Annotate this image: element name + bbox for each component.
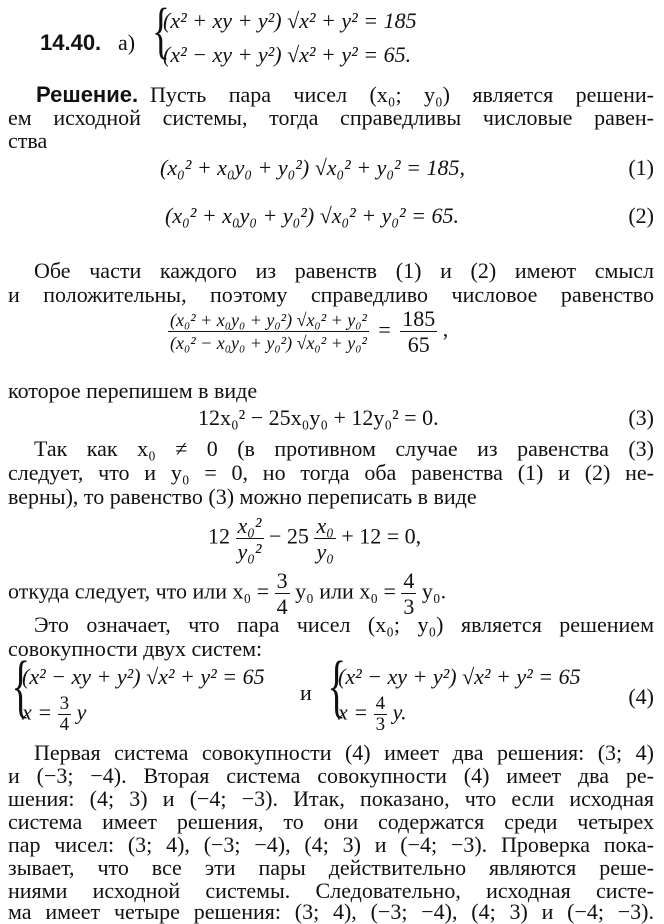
paragraph-line: ма имеет четыре решения: (3; 4), (−3; −4), (4; 3) и (−4; −3). — [8, 899, 654, 924]
text-segment: y — [76, 699, 87, 725]
paragraph-line: ем исходной системы, тогда справедливы числовые равен- — [8, 105, 654, 130]
system-brace: { — [151, 0, 170, 65]
system-2-equation: (x² − xy + y²) √x² + y² = 65 — [338, 664, 581, 689]
fraction-denominator: 4 — [59, 714, 70, 735]
text-segment: откуда следует, что или x₀ = — [8, 578, 270, 604]
fraction-denominator: y₀² — [237, 539, 262, 564]
equation-3: 12x₀² − 25x₀y₀ + 12y₀² = 0. — [198, 405, 439, 430]
problem-number: 14.40. — [40, 30, 102, 55]
equals-sign: = — [378, 316, 391, 342]
fraction-numerator: 4 — [403, 568, 415, 593]
ratio-rhs-numerator: 185 — [402, 306, 436, 331]
equation-ratio-form — [208, 513, 421, 564]
equation-2-number: (2) — [628, 203, 654, 228]
paragraph-line: Так как x₀ ≠ 0 (в противном случае из равенства (3) — [34, 436, 654, 461]
text-segment: y. — [392, 699, 407, 725]
paragraph-line: система имеет решения, то они содержатся среди четырех — [8, 809, 654, 834]
paragraph-line: совокупности двух систем: — [8, 636, 263, 661]
equation-3-number: (3) — [628, 405, 654, 430]
fraction-x-over-y — [314, 513, 335, 564]
fraction-numerator: x₀ — [316, 513, 334, 538]
fraction-four-thirds — [374, 694, 388, 735]
paragraph-line: и (−3; −4). Вторая система совокупности (4) имеет два ре- — [8, 763, 654, 788]
text-segment: y₀ или x₀ = — [295, 578, 396, 604]
ratio-rhs-fraction — [400, 306, 437, 357]
system-1-brace: { — [11, 648, 31, 725]
fraction-x-squared-over-y-squared — [236, 513, 264, 564]
fraction-numerator: 4 — [375, 693, 386, 714]
paragraph-line: зывает, что все эти пары действительно являются реше- — [8, 855, 654, 880]
paragraph-line: Это означает, что пара чисел (x₀; y₀) является решением — [34, 612, 654, 637]
coef-25: − 25 — [269, 523, 309, 549]
paragraph-line: верны), то равенство (3) можно переписать в виде — [8, 484, 477, 509]
equation-1-number: (1) — [628, 155, 654, 180]
system-equation-2: (x² − xy + y²) √x² + y² = 65. — [163, 42, 412, 67]
paragraph-line: и положительны, поэтому справедливо числовое равенство — [8, 282, 654, 307]
paragraph-line: Первая система совокупности (4) имеет два решения: (3; 4) — [34, 740, 654, 765]
equation-2: (x₀² + x₀y₀ + y₀²) √x₀² + y₀² = 65. — [165, 203, 459, 228]
paragraph-line: ниями исходной системы. Следовательно, исходная систе- — [8, 878, 654, 903]
fraction-denominator: 3 — [403, 594, 415, 619]
ratio-rhs-denominator: 65 — [407, 332, 430, 357]
equation-1: (x₀² + x₀y₀ + y₀²) √x₀² + y₀² = 185, — [160, 155, 465, 180]
ratio-comma: , — [442, 316, 449, 342]
fraction-denominator: 3 — [375, 714, 386, 735]
text-segment: x = — [22, 699, 53, 725]
system-equation-1: (x² + xy + y²) √x² + y² = 185 — [163, 8, 417, 33]
ratio-numerator: (x₀² + x₀y₀ + y₀²) √x₀² + y₀² — [170, 310, 367, 330]
paragraph-line: следует, что и y₀ = 0, но тогда оба равенства (1) и (2) не- — [8, 460, 654, 485]
equation-tail: + 12 = 0, — [341, 523, 422, 549]
paragraph-line: которое перепишем в виде — [8, 378, 258, 403]
ratio-fraction — [168, 309, 369, 354]
solution-heading: Решение. — [36, 82, 139, 107]
system-2-brace: { — [327, 648, 347, 725]
text-segment: x = — [338, 699, 369, 725]
fraction-numerator: 3 — [276, 568, 288, 593]
fraction-three-quarters — [58, 694, 72, 735]
paragraph-line: пар чисел: (3; 4), (−3; −4), (4; 3) и (−4; −3). Проверка пока- — [8, 832, 654, 857]
fraction-denominator: y₀ — [316, 539, 334, 564]
paragraph-line: шения: (4; 3) и (−4; −3). Итак, показано, что если исходная — [8, 786, 654, 811]
ratio-denominator: (x₀² − x₀y₀ + y₀²) √x₀² + y₀² — [170, 333, 367, 353]
system-1-equation: (x² − xy + y²) √x² + y² = 65 — [22, 664, 265, 689]
system-2-relation — [338, 694, 407, 735]
fraction-denominator: 4 — [276, 594, 288, 619]
conjunction: и — [300, 680, 312, 705]
system-1-relation — [22, 694, 86, 735]
paragraph-line: Обе части каждого из равенств (1) и (2) имеют смысл — [34, 258, 654, 283]
paragraph-line: Пусть пара чисел (x₀; y₀) является решени- — [150, 82, 654, 107]
paragraph-line: ства — [8, 128, 48, 153]
problem-part: а) — [118, 30, 136, 55]
fraction-numerator: 3 — [59, 693, 70, 714]
ratio-equation — [168, 306, 448, 357]
coef-12: 12 — [208, 523, 230, 549]
fraction-numerator: x₀² — [237, 513, 262, 538]
text-segment: y₀. — [421, 578, 447, 604]
systems-number: (4) — [628, 684, 654, 709]
